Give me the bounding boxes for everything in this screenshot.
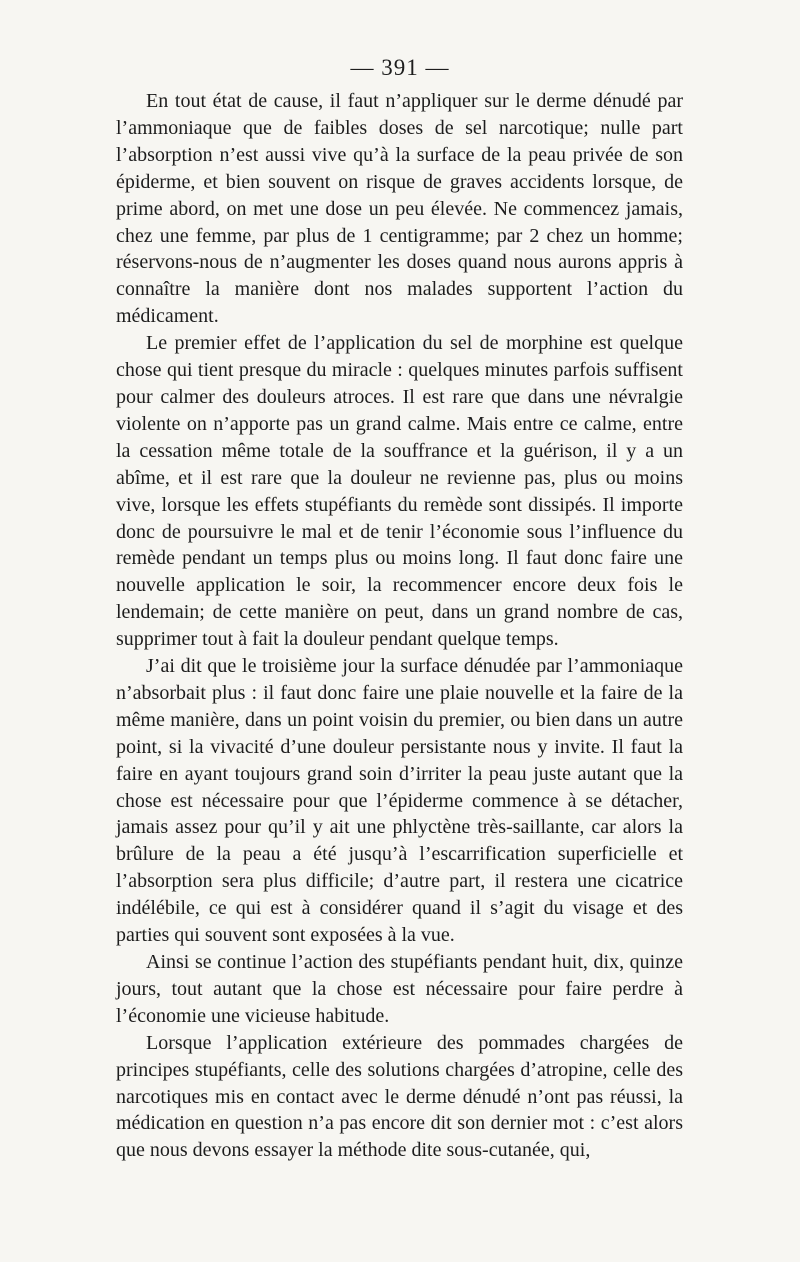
paragraph: J’ai dit que le troisième jour la surface dénudée par l’ammoniaque n’absorbait plus : il faut donc faire une plaie nouvelle et la faire de la même manière, dans un point voisin du premier, ou bien dans un autre point, si la vivacité d’une douleur persistante nous y invite. Il faut la faire en ayant toujours grand soin d’irriter la peau juste autant que la chose est nécessaire pour que l’épiderme commence à se détacher, jamais assez pour qu’il y ait une phlyctène très-saillante, car alors la brûlure de la peau a été jusqu’à l’escarrification superficielle et l’absorption sera plus difficile; d’autre part, il restera une cicatrice indélébile, ce qui est à considérer quand il s’agit du visage et des parties qui souvent sont exposées à la vue.	[116, 655, 683, 947]
paragraph: Le premier effet de l’application du sel de morphine est quelque chose qui tient presque du miracle : quelques minutes parfois suffisent pour calmer des douleurs atroces. Il est rare que dans une névralgie violente on n’apporte pas un grand calme. Mais entre ce calme, entre la cessation même totale de la souffrance et la guérison, il y a un abîme, et il est rare que la douleur ne revienne pas, plus ou moins vive, lorsque les effets stupéfiants du remède sont dissipés. Il importe donc de poursuivre le mal et de tenir l’économie sous l’influence du remède pendant un temps plus ou moins long. Il faut donc faire une nouvelle application le soir, la recommencer encore deux fois le lendemain; de cette manière on peut, dans un grand nombre de cas, supprimer tout à fait la douleur pendant quelque temps.	[116, 332, 683, 651]
paragraph: Ainsi se continue l’action des stupéfiants pendant huit, dix, quinze jours, tout autant que la chose est nécessaire pour faire perdre à l’économie une vicieuse habitude.	[116, 951, 683, 1027]
paragraph: Lorsque l’application extérieure des pommades chargées de principes stupéfiants, celle des solutions chargées d’atropine, celle des narcotiques mis en contact avec le derme dénudé n’ont pas réussi, la médication en question n’a pas encore dit son dernier mot : c’est alors que nous devons essayer la méthode dite sous-cutanée, qui,	[116, 1031, 683, 1162]
page-number: — 391 —	[350, 55, 450, 80]
body-text	[116, 88, 683, 1164]
paragraph: En tout état de cause, il faut n’appliquer sur le derme dénudé par l’ammoniaque que de faibles doses de sel narcotique; nulle part l’absorption n’est aussi vive qu’à la surface de la peau privée de son épiderme, et bien souvent on risque de graves accidents lorsque, de prime abord, on met une dose un peu élevée. Ne commencez jamais, chez une femme, par plus de 1 centigramme; par 2 chez un homme; réservons-nous de n’augmenter les doses quand nous aurons appris à connaître la manière dont nos malades supportent l’action du médicament.	[116, 90, 683, 328]
